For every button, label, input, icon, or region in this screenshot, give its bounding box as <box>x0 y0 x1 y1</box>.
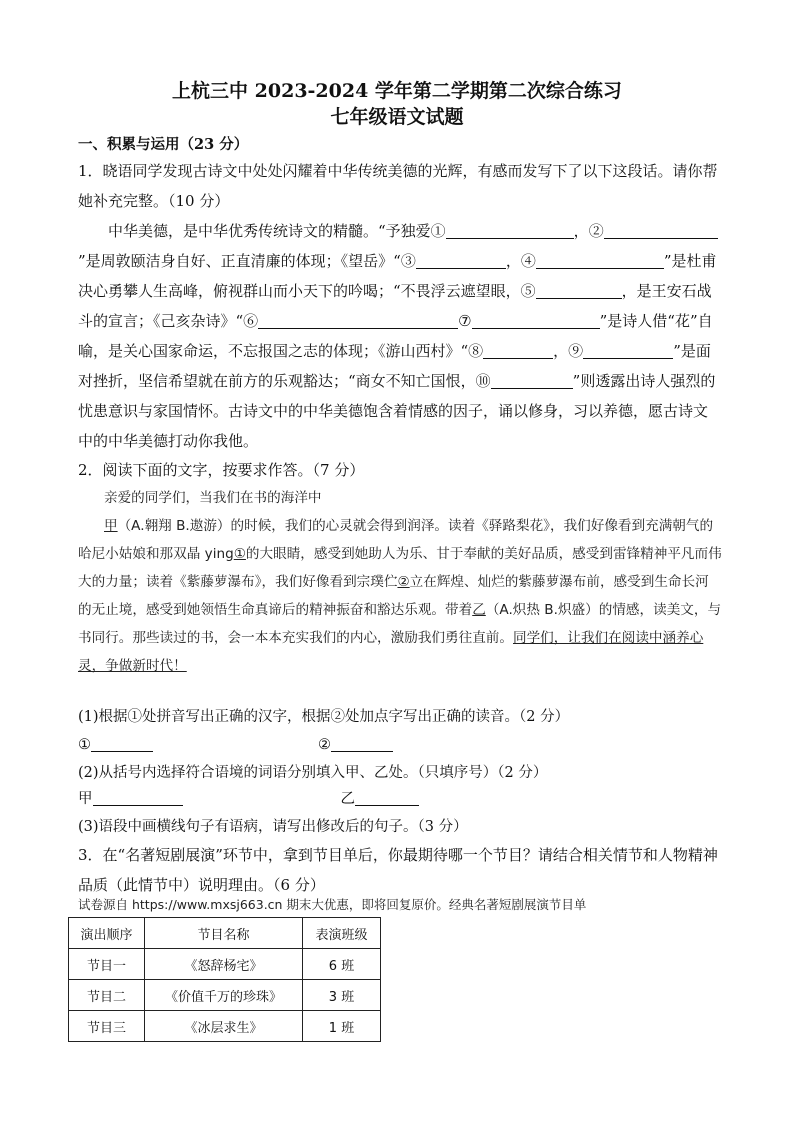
answer-blank-10[interactable] <box>491 372 573 389</box>
answer-blank-7[interactable] <box>472 312 600 329</box>
question-2-stem: 2．阅读下面的文字，按要求作答。（7 分） <box>78 461 365 479</box>
table-row <box>69 949 381 980</box>
underlined-sentence: 同学们，让我们在阅读中涵养心灵，争做新时代！ <box>78 630 704 674</box>
table-header-row <box>69 918 381 949</box>
answer-blank-9[interactable] <box>583 342 673 359</box>
subquestion-1-answers: ① ② <box>78 732 393 758</box>
table-header-cell: 演出顺序 <box>69 918 145 949</box>
table-header-cell: 节目名称 <box>145 918 303 949</box>
table-cell: 节目二 <box>69 980 145 1011</box>
table-cell: 《怒辞杨宅》 <box>145 949 303 980</box>
table-cell: 1 班 <box>303 1011 381 1042</box>
subquestion-3: (3)语段中画横线句子有语病，请写出修改后的句子。（3 分） <box>78 819 468 835</box>
answer-blank-2[interactable] <box>604 222 718 239</box>
program-table <box>68 917 381 1042</box>
section-heading: 一、积累与运用（23 分） <box>78 136 249 153</box>
question-3-stem: 3．在“名著短剧展演”环节中，拿到节目单后，你最期待哪一个节目？请结合相关情节和人物精神品质（此情节中）说明理由。（6 分） <box>78 846 718 894</box>
table-cell: 《冰层求生》 <box>145 1011 303 1042</box>
answer-blank-5[interactable] <box>536 282 622 299</box>
table-row <box>69 980 381 1011</box>
source-line: 试卷源自 https://www.mxsj663.cn 期末大优惠，即将回复原价。经典名著短剧展演节目单 <box>78 897 587 912</box>
blank-yi: 乙 <box>472 602 486 618</box>
quote-greeting: 亲爱的同学们，当我们在书的海洋中 <box>104 490 322 506</box>
answer-blank-jia[interactable] <box>93 789 183 806</box>
answer-blank-8[interactable] <box>483 342 553 359</box>
subquestion-1: (1)根据①处拼音写出正确的汉字，根据②处加点字写出正确的读音。（2 分） <box>78 709 570 725</box>
table-cell: 节目三 <box>69 1011 145 1042</box>
answer-blank-6[interactable] <box>258 312 458 329</box>
exam-subtitle: 七年级语文试题 <box>330 106 464 128</box>
table-cell: 节目一 <box>69 949 145 980</box>
answer-blank-sub1-b[interactable] <box>331 735 393 752</box>
subquestion-2-answers: 甲 乙 <box>78 786 419 812</box>
answer-blank-4[interactable] <box>536 252 664 269</box>
blank-jia: 甲 <box>104 518 118 534</box>
exam-title: 上杭三中 2023-2024 学年第二学期第二次综合练习 <box>172 80 622 102</box>
subquestion-2: (2)从括号内选择符合语境的词语分别填入甲、乙处。（只填序号）（2 分） <box>78 765 548 781</box>
blank-mark-2: ② <box>397 574 410 590</box>
quote-body: 甲（A.翱翔 B.遨游）的时候，我们的心灵就会得到润泽。读着《驿路梨花》，我们好像看到充满朝气的哈尼小姑娘和那双晶 ying①的大眼睛，感受到她助人为乐、甘于奉献的美好品质，感受到雷锋精神平凡而伟大的力量；读着《紫藤萝瀑布》，我们好像看到宗璞伫②立在辉煌、灿烂的紫藤萝瀑布前，感受到生命长河的无止境，感受到她领悟生命真谛后的精神振奋和豁达乐观。带着乙（A.炽热 B.炽盛）的情感，读美文，与书同行。那些读过的书，会一本本充实我们的内心，激励我们勇往直前。同学们，让我们在阅读中涵养心灵，争做新时代！ <box>78 518 722 674</box>
blank-mark-1: ① <box>233 546 246 562</box>
question-1-passage: 中华美德，是中华优秀传统诗文的精髓。“予独爱① ，②”是周敦颐洁身自好、正直清廉的体现；《望岳》“③ ，④ ”是杜甫决心勇攀人生高峰，俯视群山而小天下的吟喝；“不畏浮云遮望眼，⑤ ，是王安石战斗的宣言；《己亥杂诗》“⑥ ⑦ ”是诗人借“花”自喻，是关心国家命运，不忘报国之志的体现；《游山西村》“⑧ ，⑨ ”是面对挫折，坚信希望就在前方的乐观豁达；“商女不知亡国恨，⑩ ”则透露出诗人强烈的忧患意识与家国情怀。古诗文中的中华美德饱含着情感的因子，诵以修身，习以养德，愿古诗文中的中华美德打动你我他。 <box>78 222 717 450</box>
answer-blank-yi[interactable] <box>355 789 419 806</box>
table-cell: 《价值千万的珍珠》 <box>145 980 303 1011</box>
answer-blank-3[interactable] <box>416 252 506 269</box>
table-cell: 3 班 <box>303 980 381 1011</box>
answer-blank-sub1-a[interactable] <box>91 735 153 752</box>
table-header-cell: 表演班级 <box>303 918 381 949</box>
table-cell: 6 班 <box>303 949 381 980</box>
table-row <box>69 1011 381 1042</box>
question-1-stem: 1．晓语同学发现古诗文中处处闪耀着中华传统美德的光辉，有感而发写下了以下这段话。请你帮她补充完整。（10 分） <box>78 162 718 210</box>
answer-blank-1[interactable] <box>446 222 574 239</box>
